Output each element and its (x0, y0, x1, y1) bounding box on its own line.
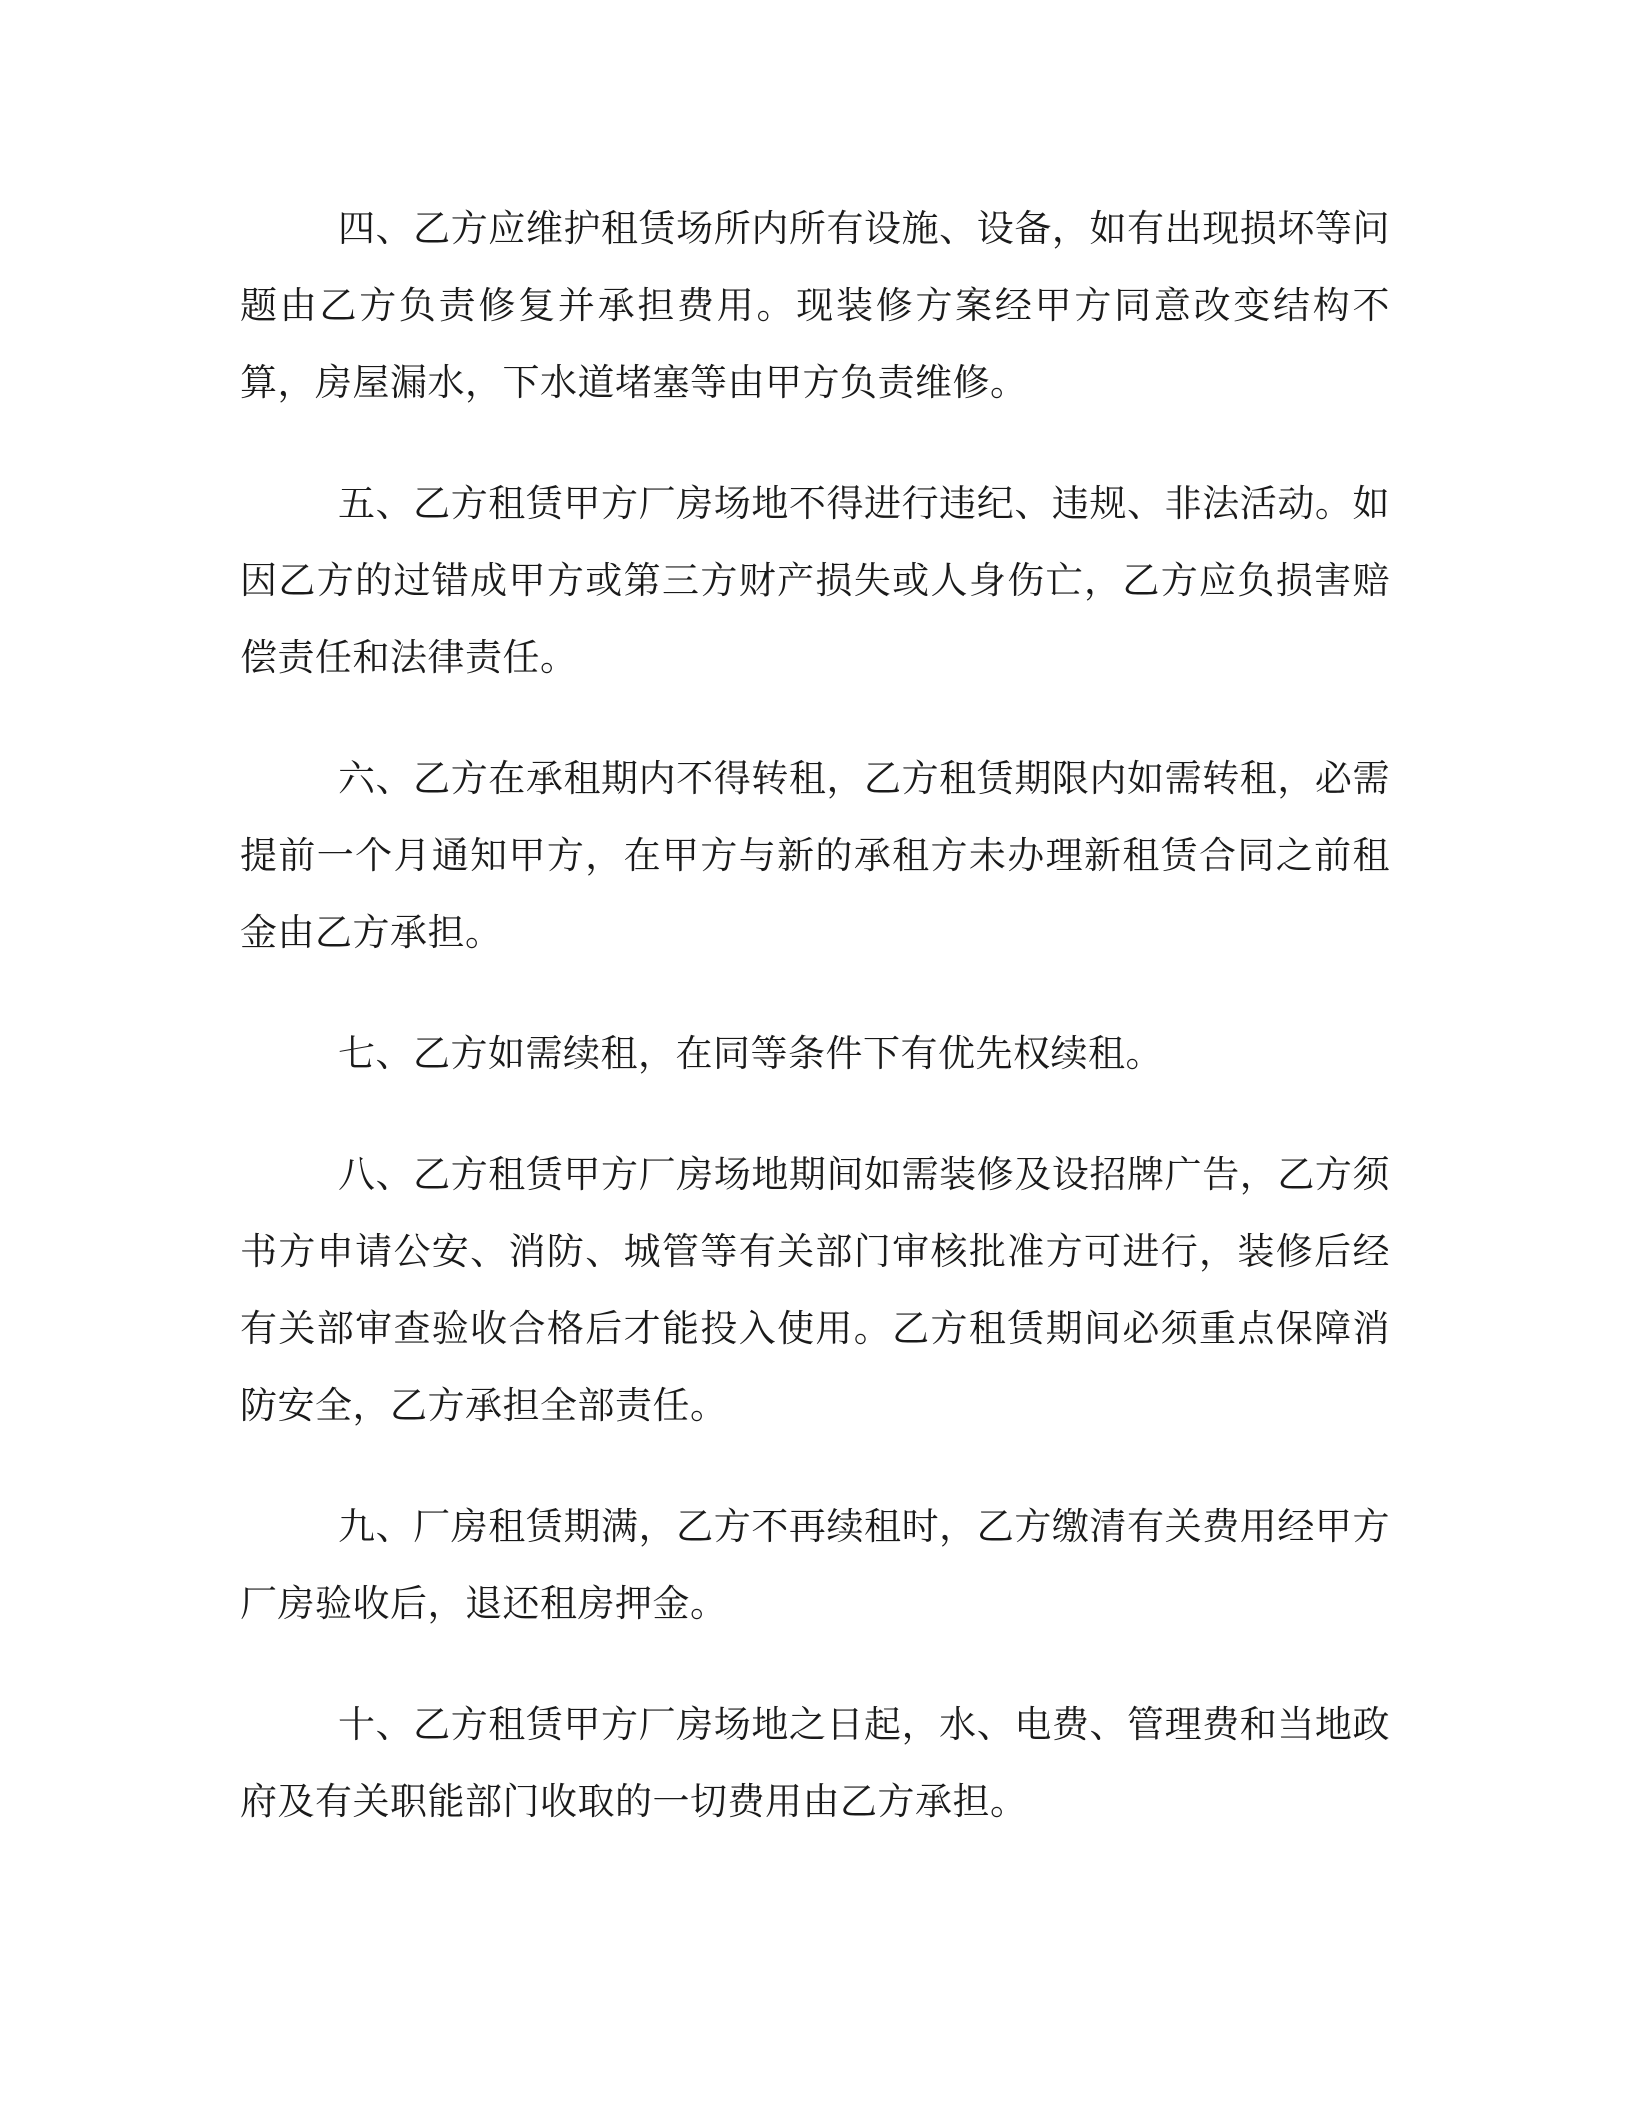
clause-9: 九、厂房租赁期满，乙方不再续租时，乙方缴清有关费用经甲方厂房验收后，退还租房押金。 (240, 1505, 1390, 1625)
clause-10: 十、乙方租赁甲方厂房场地之日起，水、电费、管理费和当地政府及有关职能部门收取的一切费用由乙方承担。 (240, 1703, 1390, 1823)
clause-8: 八、乙方租赁甲方厂房场地期间如需装修及设招牌广告，乙方须书方申请公安、消防、城管等有关部门审核批准方可进行，装修后经有关部审查验收合格后才能投入使用。乙方租赁期间必须重点保障消防安全，乙方承担全部责任。 (240, 1153, 1390, 1427)
clause-5: 五、乙方租赁甲方厂房场地不得进行违纪、违规、非法活动。如因乙方的过错成甲方或第三方财产损失或人身伤亡，乙方应负损害赔偿责任和法律责任。 (240, 482, 1390, 679)
clause-4: 四、乙方应维护租赁场所内所有设施、设备，如有出现损坏等问题由乙方负责修复并承担费用。现装修方案经甲方同意改变结构不算，房屋漏水，下水道堵塞等由甲方负责维修。 (240, 207, 1390, 404)
contract-clauses (240, 190, 1390, 1884)
clause-6: 六、乙方在承租期内不得转租，乙方租赁期限内如需转租，必需提前一个月通知甲方，在甲方与新的承租方未办理新租赁合同之前租金由乙方承担。 (240, 757, 1390, 954)
clause-7: 七、乙方如需续租，在同等条件下有优先权续租。 (338, 1032, 1163, 1075)
